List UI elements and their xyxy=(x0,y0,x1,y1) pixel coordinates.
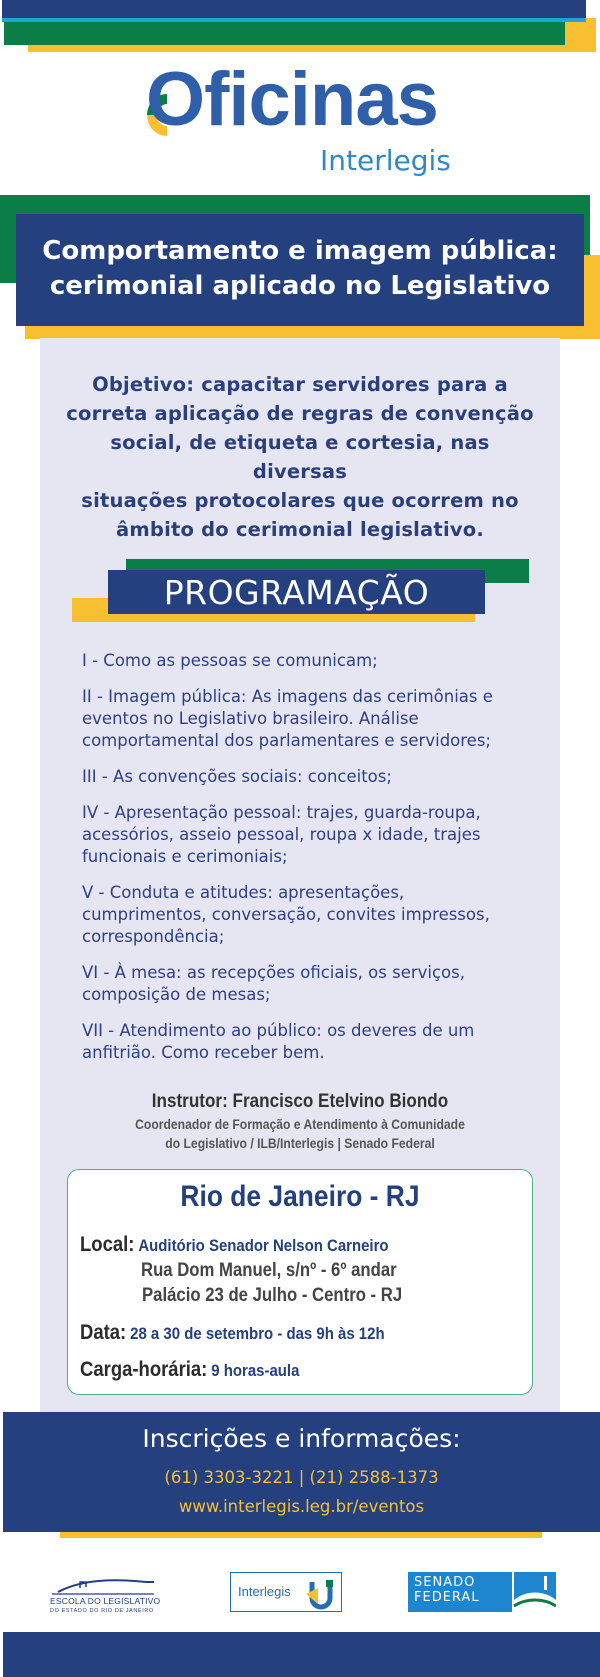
interlegis-logo-text: Interlegis xyxy=(238,1584,291,1599)
interlegis-mark-icon xyxy=(302,1574,340,1610)
hours-label: Carga-horária: xyxy=(80,1358,208,1381)
program-topic: VI - À mesa: as recepções oficiais, os serviços, composição de mesas; xyxy=(82,963,465,1004)
bottom-navy-band xyxy=(3,1632,600,1677)
course-title-line2: cerimonial aplicado no Legislativo xyxy=(49,271,551,301)
program-topic: III - As convenções sociais: conceitos; xyxy=(82,767,392,786)
event-date-row xyxy=(80,1321,385,1345)
info-phones[interactable]: (61) 3303-3221 | (21) 2588-1373 xyxy=(164,1468,439,1487)
objective-line: social, de etiqueta e cortesia, nas diversas xyxy=(110,431,490,483)
program-topic-list xyxy=(82,650,532,1078)
course-title-line1: Comportamento e imagem pública: xyxy=(42,236,558,266)
top-navy-stripe xyxy=(2,0,586,19)
senado-logo-text: SENADO xyxy=(414,1575,476,1590)
event-address-line: Palácio 23 de Julho - Centro - RJ xyxy=(142,1285,403,1306)
event-address-line: Rua Dom Manuel, s/nº - 6º andar xyxy=(141,1260,397,1281)
top-cyan-stripe xyxy=(2,18,586,22)
logo-wordmark: Oficinas xyxy=(146,57,438,142)
location-label: Local: xyxy=(80,1233,135,1256)
objective-line: correta aplicação de regras de convenção xyxy=(66,402,534,425)
instructor-role: do Legislativo / ILB/Interlegis | Senado Federal xyxy=(165,1136,435,1151)
event-hours-row xyxy=(80,1358,299,1382)
hours-value: 9 horas-aula xyxy=(211,1361,300,1380)
event-city: Rio de Janeiro - RJ xyxy=(180,1180,420,1213)
event-location-row xyxy=(80,1233,389,1257)
info-url-link[interactable]: www.interlegis.leg.br/eventos xyxy=(178,1497,425,1516)
objective-line: Objetivo: capacitar servidores para a xyxy=(92,373,508,396)
instructor-role: Coordenador de Formação e Atendimento à Comunidade xyxy=(135,1117,465,1132)
program-topic: II - Imagem pública: As imagens das cerimônias e eventos no Legislativo brasileiro. Análise comportamental dos parlamentares e servidores; xyxy=(82,687,493,750)
program-topic: V - Conduta e atitudes: apresentações, cumprimentos, conversação, convites impressos, correspondência; xyxy=(82,883,490,946)
objective-line: âmbito do cerimonial legislativo. xyxy=(116,518,484,541)
program-heading: PROGRAMAÇÃO xyxy=(163,573,430,612)
program-topic: VII - Atendimento ao público: os deveres de um anfitrião. Como receber bem. xyxy=(82,1021,475,1062)
date-value: 28 a 30 de setembro - das 9h às 12h xyxy=(130,1324,385,1343)
info-title: Inscrições e informações: xyxy=(142,1424,461,1453)
program-topic: I - Como as pessoas se comunicam; xyxy=(82,651,378,670)
escola-logo-subtext: DO ESTADO DO RIO DE JANEIRO xyxy=(50,1608,154,1614)
objective-line: situações protocolares que ocorrem no xyxy=(81,489,519,512)
date-label: Data: xyxy=(80,1321,127,1344)
program-topic: IV - Apresentação pessoal: trajes, guarda-roupa, acessórios, asseio pessoal, roupa x idade, trajes funcionais e cerimoniais; xyxy=(82,803,481,866)
escola-logo-text: ESCOLA DO LEGISLATIVO xyxy=(50,1596,161,1606)
instructor-name: Instrutor: Francisco Etelvino Biondo xyxy=(151,1091,449,1112)
senado-logo-text: FEDERAL xyxy=(414,1590,480,1605)
course-title xyxy=(16,234,584,304)
logo-subtitle: Interlegis xyxy=(320,144,451,177)
objective-text xyxy=(60,370,540,544)
location-value: Auditório Senador Nelson Carneiro xyxy=(138,1236,389,1255)
